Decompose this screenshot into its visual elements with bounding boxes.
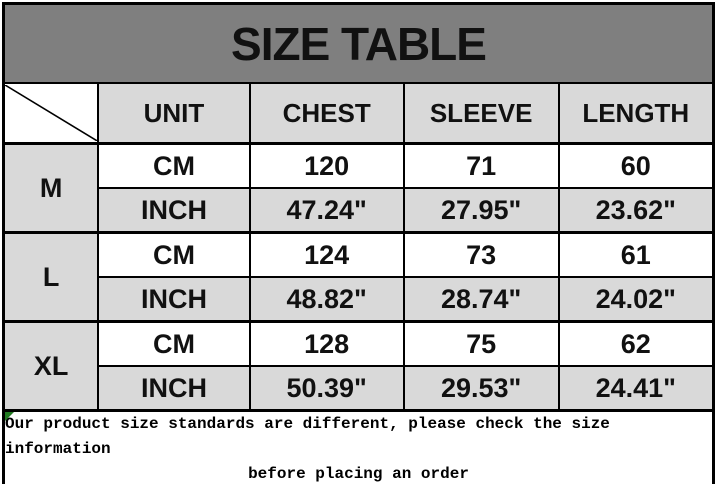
unit-label-cm: CM [98, 322, 249, 367]
m-cm-chest: 120 [250, 144, 404, 189]
l-cm-length: 61 [559, 233, 712, 278]
size-note [5, 409, 712, 496]
m-inch-chest: 47.24" [250, 188, 404, 233]
xl-cm-chest: 128 [250, 322, 404, 367]
l-inch-length: 24.02" [559, 277, 712, 322]
size-label-xl: XL [5, 322, 98, 410]
size-label-m: M [5, 144, 98, 233]
unit-label-inch: INCH [98, 188, 249, 233]
xl-cm-length: 62 [559, 322, 712, 367]
diagonal-divider-icon [5, 85, 97, 141]
m-inch-length: 23.62" [559, 188, 712, 233]
column-header-chest: CHEST [250, 84, 404, 144]
m-cm-length: 60 [559, 144, 712, 189]
m-cm-sleeve: 71 [404, 144, 559, 189]
l-inch-chest: 48.82" [250, 277, 404, 322]
l-cm-sleeve: 73 [404, 233, 559, 278]
table-row-m-inch [5, 188, 712, 233]
size-table-border [2, 2, 715, 484]
header-row [5, 84, 712, 144]
table-row-xl-inch [5, 366, 712, 409]
title-bar [5, 5, 712, 84]
size-table [5, 84, 712, 409]
unit-label-cm: CM [98, 144, 249, 189]
size-label-l: L [5, 233, 98, 322]
column-header-sleeve: SLEEVE [404, 84, 559, 144]
xl-cm-sleeve: 75 [404, 322, 559, 367]
note-line-1: Our product size standards are different, please check the size information [5, 415, 610, 458]
column-header-length: LENGTH [559, 84, 712, 144]
xl-inch-sleeve: 29.53" [404, 366, 559, 409]
m-inch-sleeve: 27.95" [404, 188, 559, 233]
table-row-m-cm [5, 144, 712, 189]
column-header-unit: UNIT [98, 84, 249, 144]
unit-label-inch: INCH [98, 277, 249, 322]
page-title: SIZE TABLE [231, 17, 486, 70]
l-cm-chest: 124 [250, 233, 404, 278]
cell-corner-marker-icon [5, 412, 14, 421]
unit-label-inch: INCH [98, 366, 249, 409]
xl-inch-length: 24.41" [559, 366, 712, 409]
table-row-l-cm [5, 233, 712, 278]
corner-cell [5, 84, 98, 144]
note-line-2: before placing an order [248, 464, 469, 483]
unit-label-cm: CM [98, 233, 249, 278]
xl-inch-chest: 50.39" [250, 366, 404, 409]
table-row-xl-cm [5, 322, 712, 367]
l-inch-sleeve: 28.74" [404, 277, 559, 322]
table-row-l-inch [5, 277, 712, 322]
